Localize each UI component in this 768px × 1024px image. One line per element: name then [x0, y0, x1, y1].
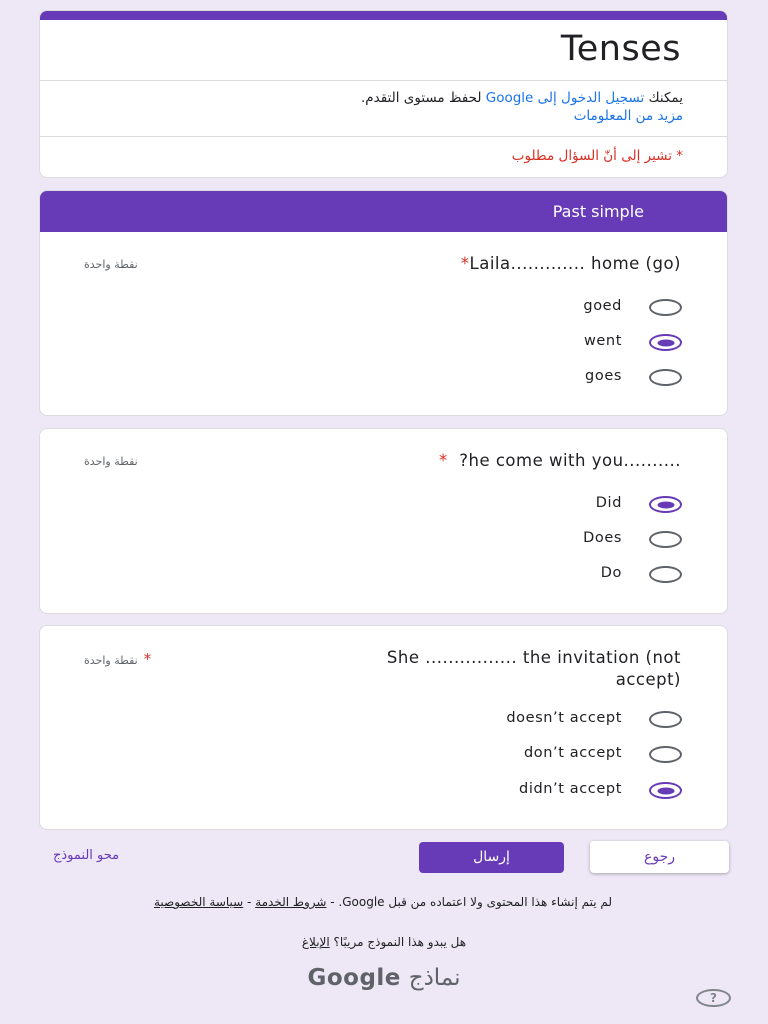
header-divider [40, 80, 727, 81]
report-link[interactable]: الإبلاغ [301, 935, 330, 949]
option-label[interactable]: goed [583, 298, 622, 314]
header-divider-2 [40, 136, 727, 137]
signin-link[interactable]: تسجيل الدخول إلى Google [485, 90, 645, 106]
radio-button-selected[interactable] [649, 334, 682, 351]
help-icon[interactable]: ? [696, 989, 731, 1007]
required-star: * [438, 451, 448, 470]
radio-button[interactable] [649, 711, 682, 728]
question-title [433, 451, 681, 470]
disclaimer-text: لم يتم إنشاء هذا المحتوى ولا اعتماده من قبل Google. - [326, 895, 613, 909]
radio-button[interactable] [649, 369, 682, 386]
points-label [84, 650, 151, 668]
option-label[interactable]: didn’t accept [519, 781, 622, 797]
radio-button-selected[interactable] [649, 782, 682, 799]
signin-suffix: لحفظ مستوى التقدم. [360, 90, 486, 106]
google-forms-logo[interactable] [0, 965, 768, 991]
signin-notice [361, 90, 683, 106]
brand-forms: نماذج [408, 965, 461, 991]
option-label[interactable]: Did [595, 495, 622, 511]
question-text: Laila............. home (go) [469, 254, 681, 273]
report-abuse-line [0, 935, 768, 949]
points-text: نقطة واحدة [84, 654, 138, 667]
radio-button-selected[interactable] [649, 496, 682, 513]
question-title-line2: accept) [615, 670, 681, 689]
form-title: Tenses [560, 29, 681, 69]
radio-button[interactable] [649, 566, 682, 583]
question-title-line1: She ................ the invitation (not [386, 648, 681, 667]
question-card-3 [39, 625, 728, 830]
option-label[interactable]: don’t accept [523, 745, 622, 761]
clear-form-button[interactable]: محو النموذج [53, 848, 120, 863]
brand-google: Google [307, 965, 401, 991]
privacy-link[interactable]: سياسة الخصوصية [153, 895, 244, 909]
radio-button[interactable] [649, 299, 682, 316]
disclaimer [80, 894, 686, 911]
form-header-card [39, 10, 728, 178]
option-label[interactable]: doesn’t accept [506, 710, 622, 726]
abuse-text: هل يبدو هذا النموذج مريبًا؟ [329, 935, 467, 949]
back-button[interactable]: رجوع [590, 841, 729, 873]
option-label[interactable]: Does [583, 530, 622, 546]
required-note: * تشير إلى أنّ السؤال مطلوب [511, 148, 683, 164]
radio-button[interactable] [649, 746, 682, 763]
submit-button[interactable]: إرسال [419, 842, 564, 873]
required-star: * [460, 254, 470, 273]
question-title [455, 254, 681, 273]
required-star: * [143, 650, 152, 668]
signin-prefix: يمكنك [644, 90, 683, 106]
option-label[interactable]: Do [600, 565, 622, 581]
form-accent-bar [40, 11, 727, 20]
more-info-link[interactable]: مزيد من المعلومات [573, 108, 683, 124]
option-label[interactable]: goes [585, 368, 622, 384]
question-card-1 [39, 190, 728, 416]
option-label[interactable]: went [583, 333, 622, 349]
section-header: Past simple [40, 191, 727, 232]
points-label: نقطة واحدة [84, 455, 138, 468]
radio-button[interactable] [649, 531, 682, 548]
terms-link[interactable]: شروط الخدمة [255, 895, 327, 909]
question-text: ?he come with you.......... [459, 451, 681, 470]
points-label: نقطة واحدة [84, 258, 138, 271]
question-card-2 [39, 428, 728, 614]
disclaimer-sep: - [243, 895, 256, 909]
